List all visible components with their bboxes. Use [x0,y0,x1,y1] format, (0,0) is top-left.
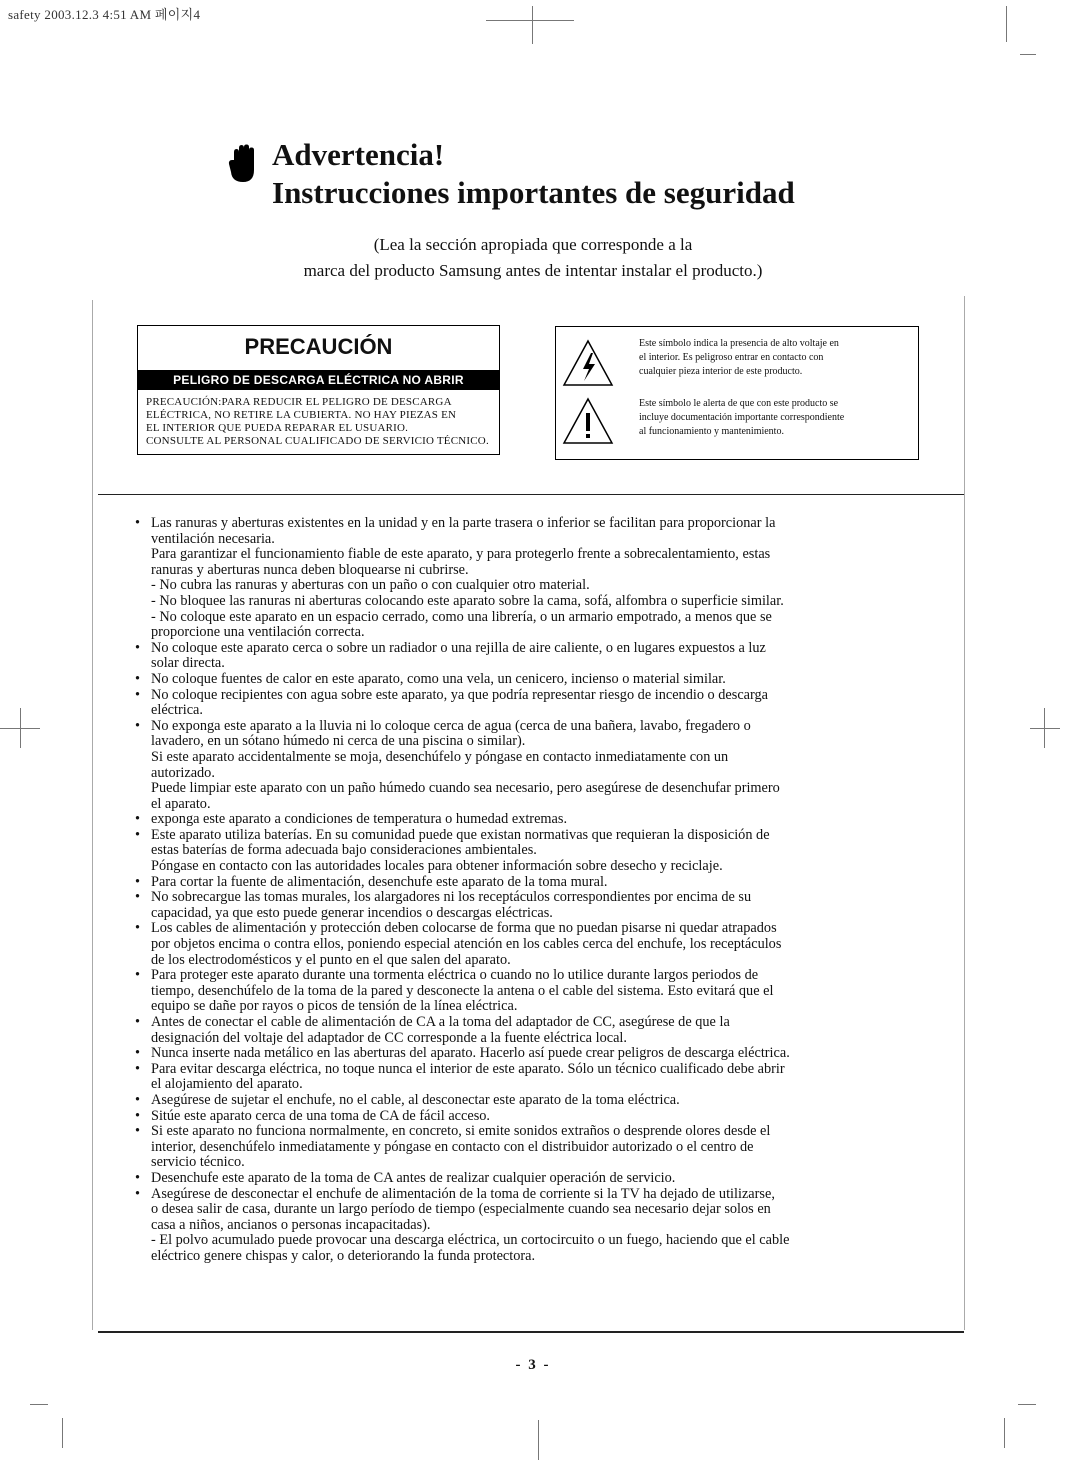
instruction-line: Para cortar la fuente de alimentación, desenchufe este aparato de la toma mural. [151,873,608,890]
instruction-line: designación del voltaje del adaptador de CC corresponde a la fuente eléctrica local. [151,1029,627,1046]
bullet-icon: • [135,1045,141,1062]
symbol-text-line: Este símbolo le alerta de que con este producto se [639,398,839,409]
crop-mark [1020,54,1036,55]
bullet-icon: • [135,1060,141,1077]
instruction-line: Si este aparato no funciona normalmente, en concreto, si emite sonidos extraños o desprende olores desde el [151,1123,771,1140]
instruction-line: - El polvo acumulado puede provocar una descarga eléctrica, un cortocircuito o un fuego, haciendo que el cable [151,1232,790,1249]
instruction-item [133,812,933,828]
instruction-line: tiempo, desenchúfelo de la toma de la pared y desconecte la antena o el cable del sistema. Esto evitará que el [151,982,774,999]
instruction-line: equipo se dañe por rayos o picos de tensión de la línea eléctrica. [151,998,518,1015]
bullet-icon: • [135,811,141,828]
instruction-line: autorizado. [151,764,215,781]
instruction-line: Los cables de alimentación y protección deben colocarse de forma que no puedan pisarse ni quedar atrapados [151,920,777,937]
instruction-line: ranuras y aberturas nunca deben bloquearse ni cubrirse. [151,561,469,578]
caution-body-line: CONSULTE AL PERSONAL CUALIFICADO DE SERVICIO TÉCNICO. [146,435,489,447]
instruction-line: eléctrica. [151,702,203,719]
instruction-line: capacidad, ya que esto puede generar incendios o descargas eléctricas. [151,904,553,921]
crop-mark [1004,1418,1005,1448]
bullet-icon: • [135,1107,141,1124]
instruction-line: estas baterías de forma adecuada bajo consideraciones ambientales. [151,842,537,859]
bullet-icon: • [135,515,141,531]
symbol-text-line: cualquier pieza interior de este producto. [639,366,803,377]
hand-stop-icon [228,144,258,184]
crop-mark [1018,1404,1036,1405]
exclamation-warning-icon [562,397,614,445]
instruction-item [133,828,933,875]
instruction-line: exponga este aparato a condiciones de temperatura o humedad extremas. [151,811,568,828]
instruction-line: servicio técnico. [151,1154,245,1171]
instruction-item [133,516,933,641]
symbol-text-exclamation [639,397,910,439]
instruction-line: por objetos encima o contra ellos, poniendo especial atención en los cables cerca del enchufe, los receptáculos [151,936,782,953]
instruction-item [133,968,933,1015]
instruction-item [133,688,933,719]
instruction-item [133,1046,933,1062]
crop-mark [30,1404,48,1405]
bottom-divider [98,1331,964,1333]
instruction-item [133,1187,933,1265]
bullet-icon: • [135,826,141,843]
instruction-line: Antes de conectar el cable de alimentación de CA a la toma del adaptador de CC, asegúrese de que la [151,1014,730,1030]
instruction-item [133,672,933,688]
symbol-text-line: el interior. Es peligroso entrar en contacto con [639,352,824,363]
bullet-icon: • [135,889,141,906]
margin-line-left [92,300,93,1330]
instruction-line: No sobrecargue las tomas murales, los alargadores ni los receptáculos correspondientes por encima de su [151,889,752,906]
instruction-line: casa a niños, ancianos o personas incapacitadas). [151,1216,431,1233]
instruction-item [133,1062,933,1093]
instruction-line: lavadero, en un sótano húmedo ni cerca de una piscina o similar). [151,733,526,750]
crop-mark [532,6,533,44]
instruction-item [133,1109,933,1125]
symbol-text-lightning [639,337,910,379]
bullet-icon: • [135,967,141,984]
symbol-row-lightning [556,337,918,393]
safety-instructions-list [133,516,933,1265]
subtitle-line-1: (Lea la sección apropiada que corresponde a la [373,235,693,254]
instruction-item [133,719,933,813]
instruction-line: de los electrodomésticos y el punto en el que salen del aparato. [151,951,511,968]
bullet-icon: • [135,1091,141,1108]
caution-label-box [137,325,500,455]
print-header-stamp: safety 2003.12.3 4:51 AM 페이지4 [8,7,201,22]
bullet-icon: • [135,873,141,890]
instruction-line: Si este aparato accidentalmente se moja, desenchúfelo y póngase en contacto inmediatamente con un [151,748,729,765]
crop-mark [486,20,574,21]
crop-mark [538,1420,539,1460]
instruction-item [133,1015,933,1046]
instruction-line: - No coloque este aparato en un espacio cerrado, como una librería, o un armario empotrado, a menos que se [151,608,772,625]
crop-mark [62,1418,63,1448]
bullet-icon: • [135,639,141,656]
instruction-item [133,1171,933,1187]
bullet-icon: • [135,686,141,703]
instruction-line: No exponga este aparato a la lluvia ni lo coloque cerca de agua (cerca de una bañera, lavabo, fregadero o [151,717,751,734]
instruction-line: Asegúrese de sujetar el enchufe, no el cable, al desconectar este aparato de la toma eléctrica. [151,1091,680,1108]
title-block [228,136,795,212]
instruction-line: el aparato. [151,795,211,812]
crop-mark [1030,728,1060,729]
instruction-line: proporcione una ventilación correcta. [151,624,365,641]
instruction-line: ventilación necesaria. [151,530,275,547]
instruction-line: Este aparato utiliza baterías. En su comunidad puede que existan normativas que requieran la disposición de [151,826,770,843]
instruction-item [133,875,933,891]
instruction-line: Desenchufe este aparato de la toma de CA antes de realizar cualquier operación de servicio. [151,1169,676,1186]
caution-body [138,390,499,448]
instruction-line: No coloque fuentes de calor en este aparato, como una vela, un cenicero, incienso o material similar. [151,670,726,687]
instruction-item [133,641,933,672]
instruction-line: No coloque este aparato cerca o sobre un radiador o una rejilla de aire caliente, o en lugares expuestos a luz [151,639,766,656]
lightning-warning-icon [562,339,614,387]
top-divider [98,494,964,495]
instruction-line: el alojamiento del aparato. [151,1076,303,1093]
instruction-line: Sitúe este aparato cerca de una toma de CA de fácil acceso. [151,1107,490,1124]
bullet-icon: • [135,920,141,937]
instruction-item [133,921,933,968]
page-number: - 3 - [515,1357,551,1373]
instruction-line: Nunca inserte nada metálico en las aberturas del aparato. Hacerlo así puede crear peligros de descarga eléctrica. [151,1045,790,1062]
caution-heading: PRECAUCIÓN [244,334,393,359]
instruction-line: Para evitar descarga eléctrica, no toque nunca el interior de este aparato. Sólo un técnico cualificado debe abrir [151,1060,785,1077]
bullet-icon: • [135,670,141,687]
instruction-line: Póngase en contacto con las autoridades locales para obtener información sobre desecho y reciclaje. [151,858,723,875]
symbol-text-line: incluye documentación importante correspondiente [639,412,845,423]
title-line-1: Advertencia! [272,137,445,172]
symbol-text-line: Este símbolo indica la presencia de alto voltaje en [639,338,839,349]
instruction-item [133,890,933,921]
subtitle-line-2: marca del producto Samsung antes de intentar instalar el producto.) [303,261,763,280]
instruction-item [133,1124,933,1171]
caution-body-line: PRECAUCIÓN:PARA REDUCIR EL PELIGRO DE DESCARGA [146,396,452,408]
instruction-line: Para garantizar el funcionamiento fiable de este aparato, y para protegerlo frente a sobrecalentamiento, estas [151,546,771,563]
symbol-text-line: al funcionamiento y mantenimiento. [639,426,784,437]
bullet-icon: • [135,1169,141,1186]
instruction-line: solar directa. [151,655,225,672]
instruction-item [133,1093,933,1109]
title-line-2: Instrucciones importantes de seguridad [272,175,795,210]
margin-line-right [964,296,965,1330]
instruction-line: - No cubra las ranuras y aberturas con un paño o con cualquier otro material. [151,577,590,594]
caution-body-line: ELÉCTRICA, NO RETIRE LA CUBIERTA. NO HAY PIEZAS EN [146,409,457,421]
crop-mark [20,708,21,748]
instruction-line: interior, desenchúfelo inmediatamente y póngase en contacto con el distribuidor autorizado o el centro de [151,1138,754,1155]
instruction-line: No coloque recipientes con agua sobre este aparato, ya que podría representar riesgo de incendio o descarga [151,686,769,703]
symbol-row-exclamation [556,395,918,455]
instruction-line: Asegúrese de desconectar el enchufe de alimentación de la toma de corriente si la TV ha dejado de utilizarse, [151,1185,775,1202]
crop-mark [1044,708,1045,748]
instruction-line: - No bloquee las ranuras ni aberturas colocando este aparato sobre la cama, sofá, alfombra o superficie similar. [151,592,784,609]
symbol-explanation-box [555,326,919,460]
instruction-line: o desea salir de casa, durante un largo período de tiempo (especialmente cuando sea necesario dejar solos en [151,1201,771,1218]
instruction-line: eléctrico genere chispas y calor, o deteriorando la funda protectora. [151,1247,536,1264]
bullet-icon: • [135,1185,141,1202]
caution-warning-bar: PELIGRO DE DESCARGA ELÉCTRICA NO ABRIR [138,370,499,390]
bullet-icon: • [135,1014,141,1030]
instruction-line: Puede limpiar este aparato con un paño húmedo cuando sea necesario, pero asegúrese de desenchufar primero [151,780,780,797]
caution-body-line: EL INTERIOR QUE PUEDA REPARAR EL USUARIO. [146,422,409,434]
bullet-icon: • [135,717,141,734]
subtitle [0,232,1066,284]
instruction-line: Para proteger este aparato durante una tormenta eléctrica o cuando no lo utilice durante largos periodos de [151,967,759,984]
crop-mark [1006,6,1007,42]
instruction-line: Las ranuras y aberturas existentes en la unidad y en la parte trasera o inferior se facilitan para proporcionar la [151,515,776,531]
bullet-icon: • [135,1123,141,1140]
